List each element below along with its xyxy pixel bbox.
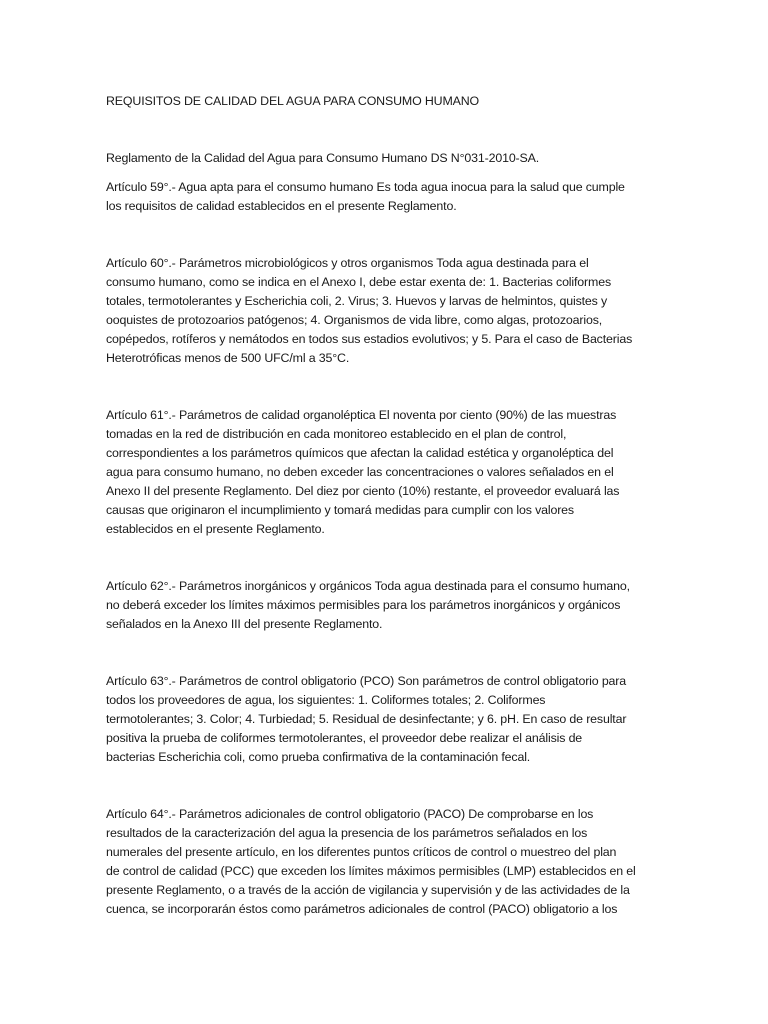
paragraph-line: presente Reglamento, o a través de la acción de vigilancia y supervisión y de las actividades de la (106, 883, 630, 897)
paragraph-line: señalados en la Anexo III del presente Reglamento. (106, 617, 383, 631)
paragraph-line: Artículo 62°.- Parámetros inorgánicos y orgánicos Toda agua destinada para el consumo humano, (106, 579, 630, 593)
paragraph-line: consumo humano, como se indica en el Anexo I, debe estar exenta de: 1. Bacterias coliformes (106, 275, 611, 289)
reglamento-heading: Reglamento de la Calidad del Agua para Consumo Humano DS N°031-2010-SA. (106, 151, 540, 165)
paragraph-line: correspondientes a los parámetros químicos que afectan la calidad estética y organoléptica del (106, 446, 614, 460)
paragraph-line: resultados de la caracterización del agua la presencia de los parámetros señalados en los (106, 826, 588, 840)
paragraph-line: Artículo 60°.- Parámetros microbiológicos y otros organismos Toda agua destinada para el (106, 256, 589, 270)
paragraph-line: no deberá exceder los límites máximos permisibles para los parámetros inorgánicos y orgánicos (106, 598, 621, 612)
paragraph-line: ooquistes de protozoarios patógenos; 4. Organismos de vida libre, como algas, protozoarios, (106, 313, 603, 327)
paragraph-line: Artículo 63°.- Parámetros de control obligatorio (PCO) Son parámetros de control obligatorio para (106, 674, 627, 688)
paragraph-line: bacterias Escherichia coli, como prueba confirmativa de la contaminación fecal. (106, 750, 531, 764)
paragraph-line: todos los proveedores de agua, los siguientes: 1. Coliformes totales; 2. Coliformes (106, 693, 546, 707)
paragraph-line: causas que originaron el incumplimiento y tomará medidas para cumplir con los valores (106, 503, 574, 517)
paragraph-line: Heterotróficas menos de 500 UFC/ml a 35°C. (106, 351, 350, 365)
paragraph-line: Artículo 64°.- Parámetros adicionales de control obligatorio (PACO) De comprobarse en los (106, 807, 594, 821)
paragraph-line: positiva la prueba de coliformes termotolerantes, el proveedor debe realizar el análisis de (106, 731, 583, 745)
paragraph-line: de control de calidad (PCC) que exceden los límites máximos permisibles (LMP) establecidos en el (106, 864, 636, 878)
paragraph-line: Anexo II del presente Reglamento. Del diez por ciento (10%) restante, el proveedor evaluará las (106, 484, 620, 498)
paragraph-line: agua para consumo humano, no deben exceder las concentraciones o valores señalados en el (106, 465, 614, 479)
document-title: REQUISITOS DE CALIDAD DEL AGUA PARA CONSUMO HUMANO (106, 94, 480, 108)
paragraph-line: establecidos en el presente Reglamento. (106, 522, 325, 536)
paragraph-line: cuenca, se incorporarán éstos como parámetros adicionales de control (PACO) obligatorio a los (106, 902, 618, 916)
paragraph-line: los requisitos de calidad establecidos en el presente Reglamento. (106, 199, 457, 213)
paragraph-line: totales, termotolerantes y Escherichia coli, 2. Virus; 3. Huevos y larvas de helmintos, quistes y (106, 294, 608, 308)
paragraph-line: Artículo 61°.- Parámetros de calidad organoléptica El noventa por ciento (90%) de las muestras (106, 408, 617, 422)
paragraph-line: tomadas en la red de distribución en cada monitoreo establecido en el plan de control, (106, 427, 567, 441)
paragraph-line: numerales del presente artículo, en los diferentes puntos críticos de control o muestreo del plan (106, 845, 617, 859)
paragraph-line: Artículo 59°.- Agua apta para el consumo humano Es toda agua inocua para la salud que cumple (106, 180, 625, 194)
paragraph-line: termotolerantes; 3. Color; 4. Turbiedad; 5. Residual de desinfectante; y 6. pH. En caso de resultar (106, 712, 627, 726)
paragraph-line: copépedos, rotíferos y nemátodos en todos sus estadios evolutivos; y 5. Para el caso de Bacterias (106, 332, 633, 346)
